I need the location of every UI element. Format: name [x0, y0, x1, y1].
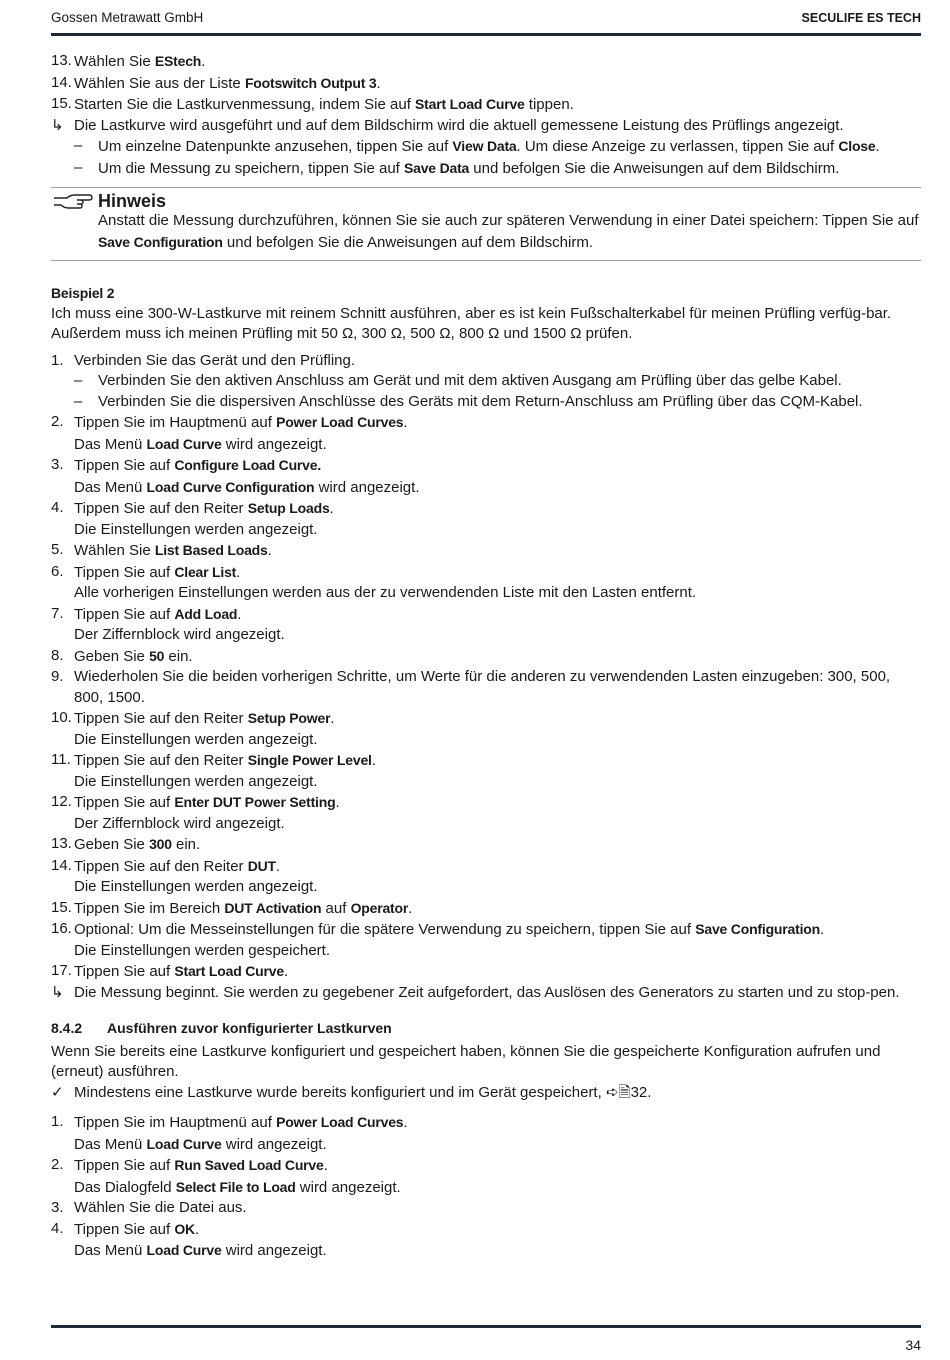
text-run: Die Einstellungen werden angezeigt.	[74, 520, 318, 538]
product-name: SECULIFE ES TECH	[801, 11, 921, 25]
text-run: .	[329, 500, 334, 517]
step-item	[51, 94, 921, 116]
step-item	[51, 919, 921, 941]
step-result	[74, 625, 921, 646]
ui-label: Load Curve	[146, 435, 222, 452]
step-result	[74, 1134, 921, 1156]
step-number: 15.	[51, 898, 72, 916]
step-number: 1.	[51, 1113, 64, 1130]
step-text	[74, 1112, 408, 1134]
step-text	[74, 116, 844, 137]
step-text	[74, 834, 200, 856]
step-result	[74, 941, 921, 962]
ui-label: Add Load	[174, 605, 238, 622]
company-name: Gossen Metrawatt GmbH	[51, 10, 204, 25]
text-run: .	[408, 899, 413, 917]
step-number: 10.	[51, 709, 72, 726]
text-run: .	[201, 53, 206, 70]
text-run: Tippen Sie auf	[74, 605, 175, 623]
note-box	[51, 187, 921, 261]
footer-rule	[51, 1325, 921, 1328]
step-item	[51, 604, 921, 626]
step-number: 16.	[51, 920, 72, 937]
result-item	[51, 983, 921, 1004]
text-run: .	[330, 710, 335, 727]
step-item	[51, 750, 921, 772]
sub-bullet	[74, 158, 921, 180]
sub-bullet-text	[98, 371, 842, 392]
step-item	[51, 856, 921, 878]
step-text	[74, 898, 412, 920]
page-number: 34	[905, 1337, 921, 1353]
dash-marker: –	[74, 372, 83, 389]
step-item	[51, 455, 921, 477]
step-number: 13.	[51, 835, 72, 852]
ui-label: List Based Loads	[154, 542, 268, 558]
step-text	[74, 562, 240, 584]
step-item	[51, 667, 921, 708]
text-run: .	[237, 605, 242, 623]
text-run: Der Ziffernblock wird angezeigt.	[74, 626, 285, 643]
sub-bullet-text	[98, 392, 863, 413]
page-content	[51, 51, 921, 1262]
result-item	[51, 116, 921, 137]
step-item	[51, 562, 921, 584]
step-item	[51, 498, 921, 520]
step-number: 4.	[51, 499, 64, 516]
text-run: Die Lastkurve wird ausgeführt und auf dem Bildschirm wird die aktuell gemessene Leistung des Prüflings angezeigt.	[74, 116, 844, 134]
text-run: Tippen Sie auf den Reiter	[74, 500, 248, 517]
step-text	[74, 1198, 247, 1219]
pointing-hand-icon	[53, 193, 93, 209]
ui-label: Enter DUT Power Setting	[174, 794, 336, 810]
check-icon: ✓	[51, 1083, 64, 1101]
dash-marker: –	[74, 158, 83, 176]
text-run: tippen.	[524, 96, 574, 113]
text-run: Tippen Sie auf	[74, 1220, 175, 1238]
ui-label: Load Curve	[146, 1135, 222, 1152]
step-text	[74, 792, 340, 814]
ui-label: Configure Load Curve.	[174, 457, 322, 473]
text-run: .	[403, 1114, 408, 1131]
text-run: Verbinden Sie den aktiven Anschluss am Gerät und mit dem aktiven Ausgang am Prüfling über das gelbe Kabel.	[98, 372, 842, 389]
result-arrow-icon: ↳	[51, 116, 64, 134]
step-number: 17.	[51, 962, 72, 979]
text-run: Geben Sie	[74, 647, 150, 665]
step-text	[74, 73, 381, 95]
text-run: Wählen Sie die Datei aus.	[74, 1199, 247, 1216]
text-run: .	[275, 857, 281, 875]
header-rule	[51, 33, 921, 36]
text-run: wird angezeigt.	[221, 435, 327, 453]
prerequisite-text: Mindestens eine Lastkurve wurde bereits konfiguriert und im Gerät gespeichert,	[74, 1083, 606, 1101]
dash-list-top	[51, 136, 921, 179]
section-number: 8.4.2	[51, 1020, 83, 1036]
section-heading	[51, 1018, 921, 1039]
step-text	[74, 750, 376, 772]
text-run: .	[819, 921, 825, 938]
text-run: Optional: Um die Messeinstellungen für die spätere Verwendung zu speichern, tippen Sie auf	[74, 921, 696, 938]
text-run: Das Menü	[74, 435, 147, 453]
sub-bullet	[74, 136, 921, 158]
step-item	[51, 1219, 921, 1241]
step-number: 12.	[51, 793, 72, 810]
text-run: Wählen Sie aus der Liste	[74, 74, 245, 92]
ui-label: Setup Loads	[247, 500, 330, 516]
text-run: .	[267, 542, 272, 559]
ui-label: Load Curve Configuration	[146, 478, 315, 495]
text-run: Das Menü	[74, 1135, 147, 1153]
page-reference-link[interactable]: ➪🗎32.	[605, 1083, 652, 1101]
text-run: Tippen Sie auf	[74, 794, 175, 811]
text-run: Um einzelne Datenpunkte anzusehen, tippen Sie auf	[98, 138, 453, 155]
text-run: Wählen Sie	[74, 53, 155, 70]
text-run: Tippen Sie auf	[74, 963, 175, 980]
note-title: Hinweis	[98, 191, 167, 211]
ui-label: Save Configuration	[695, 921, 820, 937]
ui-label: Power Load Curves	[276, 1114, 404, 1130]
text-run: Tippen Sie im Hauptmenü auf	[74, 414, 277, 431]
text-run: .	[236, 563, 241, 581]
dash-marker: –	[74, 137, 83, 154]
text-run: Das Dialogfeld	[74, 1178, 176, 1196]
text-run: Das Menü	[74, 478, 147, 496]
text-run: und befolgen Sie die Anweisungen auf dem Bildschirm.	[222, 233, 593, 251]
text-run: Der Ziffernblock wird angezeigt.	[74, 814, 285, 832]
ui-label: Start Load Curve	[415, 96, 525, 112]
text-run: .	[323, 1157, 328, 1174]
step-text	[74, 1155, 328, 1177]
text-run: wird angezeigt.	[221, 1135, 327, 1153]
text-run: auf	[321, 899, 351, 917]
step-item	[51, 51, 921, 73]
ui-label: View Data	[452, 138, 517, 154]
step-item	[51, 834, 921, 856]
step-number: 14.	[51, 856, 72, 874]
text-run: Tippen Sie auf	[74, 457, 175, 474]
ui-label: Save Configuration	[98, 233, 223, 250]
step-number: 14.	[51, 73, 72, 91]
step-text	[74, 604, 241, 626]
step-list-section	[51, 1112, 921, 1262]
ui-label: Select File to Load	[175, 1178, 296, 1195]
step-result	[74, 520, 921, 541]
step-text	[74, 983, 900, 1004]
ui-label: Single Power Level	[247, 752, 372, 768]
step-text	[74, 412, 408, 434]
step-text	[74, 94, 574, 116]
text-run: .	[371, 752, 376, 769]
step-text	[74, 498, 334, 520]
step-text	[74, 351, 355, 372]
step-item	[51, 1155, 921, 1177]
text-run: Geben Sie	[74, 836, 150, 853]
text-run: Tippen Sie im Bereich	[74, 899, 225, 917]
sub-bullet-text	[98, 136, 880, 158]
ui-label: EStech	[154, 53, 202, 69]
step-item	[51, 961, 921, 983]
dash-marker: –	[74, 392, 83, 410]
text-run: .	[335, 794, 340, 811]
ui-label: Save Data	[404, 159, 470, 176]
step-number: 6.	[51, 562, 64, 580]
step-result	[74, 814, 921, 835]
text-run: wird angezeigt.	[295, 1178, 401, 1196]
step-item	[51, 708, 921, 730]
step-number: 13.	[51, 52, 72, 69]
text-run: Verbinden Sie das Gerät und den Prüfling.	[74, 351, 356, 369]
text-run: .	[283, 963, 289, 980]
section-intro: Wenn Sie bereits eine Lastkurve konfiguriert und gespeichert haben, können Sie die gespeicherte Konfiguration aufrufen und (erneut) ausführen.	[51, 1042, 881, 1080]
ui-label: Clear List	[174, 563, 237, 580]
text-run: Die Einstellungen werden angezeigt.	[74, 878, 318, 895]
ui-label: Close	[838, 138, 876, 154]
sub-bullet	[74, 392, 921, 413]
step-number: 4.	[51, 1219, 64, 1237]
result-arrow-icon: ↳	[51, 983, 64, 1001]
text-run: .	[376, 74, 381, 92]
step-item	[51, 540, 921, 562]
step-result	[74, 477, 921, 499]
step-item	[51, 898, 921, 920]
text-run: Wiederholen Sie die beiden vorherigen Schritte, um Werte für die anderen zu verwendenden Lasten einzugeben: 300, 500, 800, 1500.	[74, 668, 891, 706]
ui-label: Start Load Curve	[174, 963, 284, 979]
ui-label: Setup Power	[247, 710, 331, 726]
text-run: wird angezeigt.	[221, 1242, 327, 1259]
step-text	[74, 51, 205, 73]
step-number: 11.	[51, 751, 71, 768]
step-number: 5.	[51, 541, 64, 558]
step-number: 2.	[51, 1156, 64, 1173]
text-run: Anstatt die Messung durchzuführen, können Sie sie auch zur späteren Verwendung in einer Datei speichern: Tippen Sie auf	[98, 212, 919, 229]
step-item	[51, 1198, 921, 1219]
ui-label: OK	[174, 1220, 195, 1237]
step-number: 7.	[51, 604, 64, 622]
text-run: Alle vorherigen Einstellungen werden aus der zu verwendenden Liste mit den Lasten entfernt.	[74, 584, 697, 601]
ui-label: 50	[149, 647, 165, 664]
step-text	[74, 1219, 199, 1241]
step-number: 2.	[51, 413, 64, 430]
step-number: 3.	[51, 1199, 64, 1216]
step-text	[74, 856, 280, 878]
step-text	[74, 919, 824, 941]
text-run: Verbinden Sie die dispersiven Anschlüsse des Geräts mit dem Return-Anschluss am Prüfling über das CQM-Kabel.	[98, 392, 863, 410]
step-result	[74, 772, 921, 793]
note-text	[98, 211, 921, 253]
ui-label: Load Curve	[146, 1242, 222, 1258]
step-number: 3.	[51, 456, 64, 473]
step-result	[74, 877, 921, 898]
step-result	[74, 583, 921, 604]
example-text: Ich muss eine 300-W-Lastkurve mit reinem Schnitt ausführen, aber es ist kein Fußschalterkabel für meinen Prüfling verfüg-bar. Außerdem muss ich meinen Prüfling mit 50 Ω, 300 Ω, 500 Ω, 800 Ω und 1500 Ω prüfen.	[51, 304, 892, 342]
step-list-top	[51, 51, 921, 136]
step-number: 8.	[51, 646, 64, 664]
step-list-example	[51, 351, 921, 1004]
text-run: .	[403, 414, 408, 431]
step-text	[74, 646, 193, 668]
ui-label: DUT	[247, 857, 276, 874]
step-number: 9.	[51, 668, 64, 685]
step-text	[74, 961, 288, 983]
text-run: Tippen Sie auf den Reiter	[74, 710, 248, 727]
text-run: wird angezeigt.	[314, 478, 420, 496]
step-item	[51, 646, 921, 668]
prerequisite	[51, 1083, 921, 1104]
text-run: Tippen Sie im Hauptmenü auf	[74, 1114, 277, 1131]
step-result	[74, 1177, 921, 1199]
ui-label: Footswitch Output 3	[244, 74, 377, 91]
text-run: Die Einstellungen werden angezeigt.	[74, 772, 318, 790]
page-header	[51, 6, 921, 28]
sub-bullet	[74, 371, 921, 392]
text-run: Um die Messung zu speichern, tippen Sie auf	[98, 159, 404, 177]
text-run: Tippen Sie auf den Reiter	[74, 752, 248, 769]
section-title: Ausführen zuvor konfigurierter Lastkurven	[107, 1020, 392, 1036]
step-result	[74, 730, 921, 751]
step-number: 1.	[51, 351, 64, 369]
step-number: 15.	[51, 95, 72, 112]
text-run: ein.	[164, 647, 193, 665]
sub-bullet-text	[98, 158, 839, 180]
text-run: Starten Sie die Lastkurvenmessung, indem Sie auf	[74, 96, 416, 113]
step-text	[74, 708, 334, 730]
step-item	[51, 412, 921, 434]
step-text	[74, 667, 921, 708]
text-run: Tippen Sie auf	[74, 1157, 175, 1174]
text-run: ein.	[171, 836, 201, 853]
step-text	[74, 455, 321, 477]
step-item	[51, 73, 921, 95]
text-run: und befolgen Sie die Anweisungen auf dem Bildschirm.	[469, 159, 840, 177]
text-run: Tippen Sie auf den Reiter	[74, 857, 248, 875]
text-run: Die Einstellungen werden gespeichert.	[74, 941, 330, 959]
step-item	[51, 792, 921, 814]
step-item	[51, 1112, 921, 1134]
text-run: Die Messung beginnt. Sie werden zu gegebener Zeit aufgefordert, das Auslösen des Generators zu starten und zu stop-pen.	[74, 983, 900, 1001]
text-run: Tippen Sie auf	[74, 563, 175, 581]
ui-label: Run Saved Load Curve	[174, 1157, 324, 1173]
ui-label: Operator	[350, 899, 409, 916]
text-run: . Um diese Anzeige zu verlassen, tippen Sie auf	[516, 138, 839, 155]
step-item	[51, 351, 921, 372]
step-text	[74, 540, 272, 562]
example-title: Beispiel 2	[51, 285, 115, 301]
ui-label: Power Load Curves	[276, 414, 404, 430]
step-result	[74, 434, 921, 456]
ui-label: 300	[149, 836, 172, 852]
text-run: Die Einstellungen werden angezeigt.	[74, 730, 318, 748]
ui-label: DUT Activation	[224, 899, 322, 916]
text-run: Das Menü	[74, 1242, 147, 1259]
text-run: .	[194, 1220, 200, 1238]
step-result	[74, 1240, 921, 1262]
text-run: .	[875, 138, 880, 155]
text-run: Wählen Sie	[74, 542, 155, 559]
